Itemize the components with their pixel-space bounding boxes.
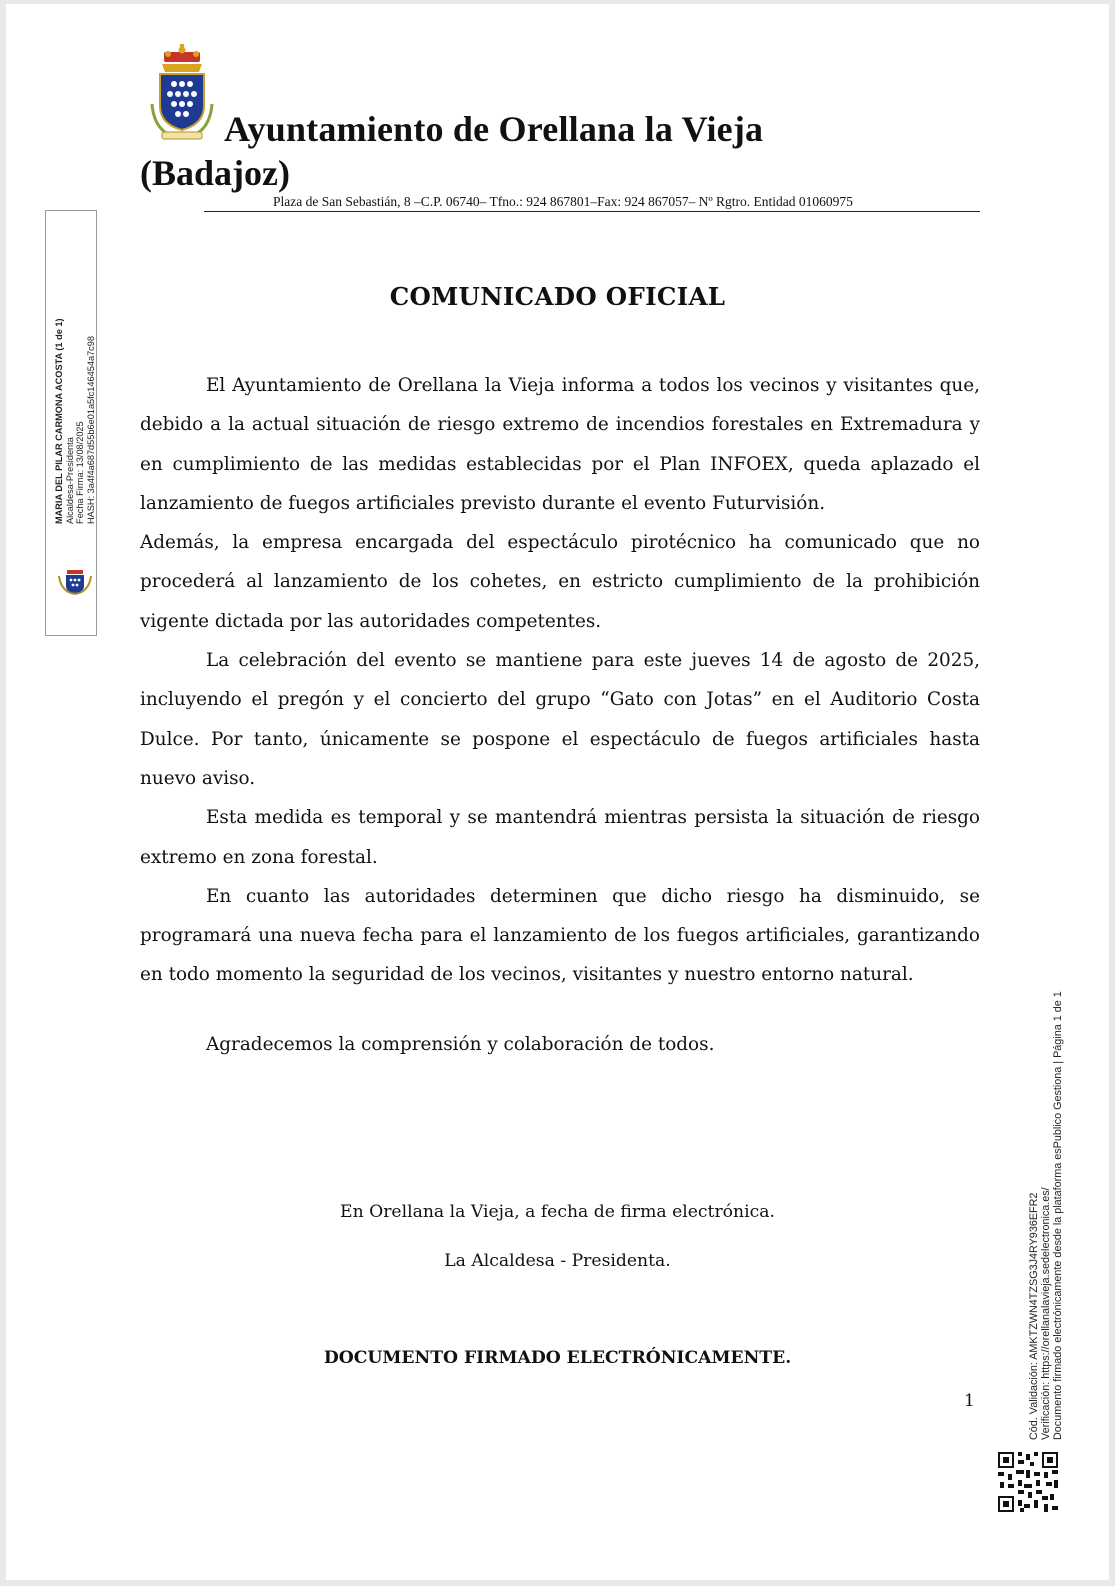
body-paragraph-5: En cuanto las autoridades determinen que dicho riesgo ha disminuido, se programará una nueva fecha para el lanzamiento de los fuegos artificiales, garantizando en todo momento la seguridad de los vecinos, visitantes y nuestro entorno natural. xyxy=(140,885,980,986)
document-body xyxy=(140,366,980,995)
verification-code: Cód. Validación: AMKTZWN4TZSG3J4RY936EFR2 xyxy=(1028,1192,1040,1440)
signature-stamp-text xyxy=(54,318,96,524)
body-paragraph-1: El Ayuntamiento de Orellana la Vieja informa a todos los vecinos y visitantes que, debido a la actual situación de riesgo extremo de incendios forestales en Extremadura y en cumplimiento de las medidas establecidas por el Plan INFOEX, queda aplazado el lanzamiento de fuegos artificiales previsto durante el evento Futurvisión. xyxy=(140,375,980,514)
body-paragraph-2: Además, la empresa encargada del espectáculo pirotécnico ha comunicado que no procederá al lanzamiento de los cohetes, en estricto cumplimiento de la prohibición vigente dictada por las autoridades competentes. xyxy=(140,532,980,632)
header-divider xyxy=(204,211,980,212)
verification-url[interactable]: Verificación: https://orellanalavieja.sedelectronica.es/ xyxy=(1040,1187,1052,1440)
qr-code-icon[interactable] xyxy=(996,1450,1060,1514)
document-title: COMUNICADO OFICIAL xyxy=(389,282,726,311)
signature-place: En Orellana la Vieja, a fecha de firma electrónica. xyxy=(340,1202,775,1222)
closing-line: Agradecemos la comprensión y colaboración de todos. xyxy=(206,1034,715,1055)
signature-role-line: La Alcaldesa - Presidenta. xyxy=(444,1251,671,1271)
signature-date: Fecha Firma: 13/08/2025 xyxy=(75,421,85,524)
entity-province: (Badajoz) xyxy=(140,153,290,193)
verification-note: Documento firmado electrónicamente desde la plataforma esPublico Gestiona | Página 1 de 1 xyxy=(1052,991,1064,1440)
document-page xyxy=(6,4,1109,1580)
electronic-signature-note: DOCUMENTO FIRMADO ELECTRÓNICAMENTE. xyxy=(323,1348,792,1368)
entity-address: Plaza de San Sebastián, 8 –C.P. 06740– Tfno.: 924 867801–Fax: 924 867057– Nº Rgtro. Entidad 01060975 xyxy=(273,194,853,209)
coat-of-arms-icon xyxy=(142,44,222,144)
verification-stamp xyxy=(1028,991,1064,1440)
page-number: 1 xyxy=(964,1391,975,1411)
signature-seal-icon xyxy=(55,566,95,596)
entity-name: Ayuntamiento de Orellana la Vieja xyxy=(224,109,764,149)
body-paragraph-4: Esta medida es temporal y se mantendrá mientras persista la situación de riesgo extremo en zona forestal. xyxy=(140,807,980,868)
signature-signer: MARIA DEL PILAR CARMONA ACOSTA (1 de 1) xyxy=(54,318,64,524)
body-paragraph-3: La celebración del evento se mantiene para este jueves 14 de agosto de 2025, incluyendo el pregón y el concierto del grupo “Gato con Jotas” en el Auditorio Costa Dulce. Por tanto, únicamente se pospone el espectáculo de fuegos artificiales hasta nuevo aviso. xyxy=(140,650,980,789)
signature-role: Alcaldesa-Presidenta xyxy=(64,437,75,524)
signature-hash: HASH: 3a4f4a687d55b6e01a5fc146454a7c98 xyxy=(85,336,96,524)
